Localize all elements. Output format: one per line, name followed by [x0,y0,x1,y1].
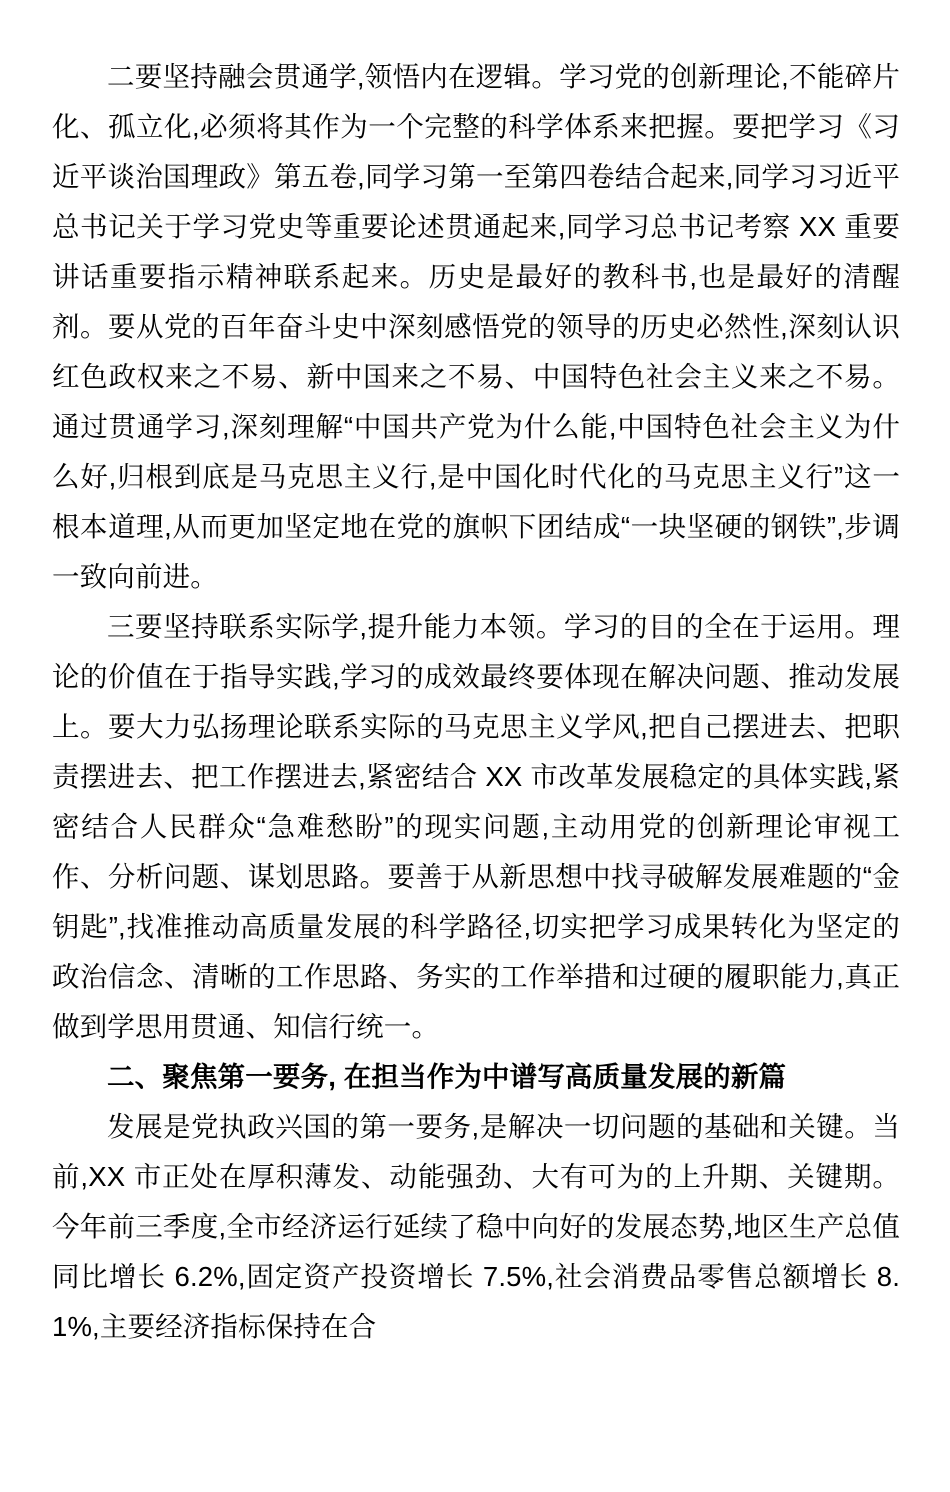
paragraph-fazhan-diyi-yaowu: 发展是党执政兴国的第一要务,是解决一切问题的基础和关键。当前,XX 市正处在厚积薄发、动能强劲、大有可为的上升期、关键期。今年前三季度,全市经济运行延续了稳中向好的发展态势,地区生产总值同比增长 6.2%,固定资产投资增长 7.5%,社会消费品零售总额增长 8.1%,主要经济指标保持在合 [52,1111,900,1342]
paragraph-lianxi-shiji: 三要坚持联系实际学,提升能力本领。学习的目的全在于运用。理论的价值在于指导实践,学习的成效最终要体现在解决问题、推动发展上。要大力弘扬理论联系实际的马克思主义学风,把自己摆进去、把职责摆进去、把工作摆进去,紧密结合 XX 市改革发展稳定的具体实践,紧密结合人民群众“急难愁盼”的现实问题,主动用党的创新理论审视工作、分析问题、谋划思路。要善于从新思想中找寻破解发展难题的“金钥匙”,找准推动高质量发展的科学路径,切实把学习成果转化为坚定的政治信念、清晰的工作思路、务实的工作举措和过硬的履职能力,真正做到学思用贯通、知信行统一。 [52,611,900,1042]
section-heading-two: 二、聚焦第一要务, 在担当作为中谱写高质量发展的新篇 [107,1061,787,1092]
page-bottom-margin [52,1352,900,1492]
paragraph-rongui-guantong: 二要坚持融会贯通学,领悟内在逻辑。学习党的创新理论,不能碎片化、孤立化,必须将其作为一个完整的科学体系来把握。要把学习《习近平谈治国理政》第五卷,同学习第一至第四卷结合起来,同学习习近平总书记关于学习党史等重要论述贯通起来,同学习总书记考察 XX 重要讲话重要指示精神联系起来。历史是最好的教科书,也是最好的清醒剂。要从党的百年奋斗史中深刻感悟党的领导的历史必然性,深刻认识红色政权来之不易、新中国来之不易、中国特色社会主义来之不易。通过贯通学习,深刻理解“中国共产党为什么能,中国特色社会主义为什么好,归根到底是马克思主义行,是中国化时代化的马克思主义行”这一根本道理,从而更加坚定地在党的旗帜下团结成“一块坚硬的钢铁”,步调一致向前进。 [52,61,900,592]
document-body [52,52,900,1492]
